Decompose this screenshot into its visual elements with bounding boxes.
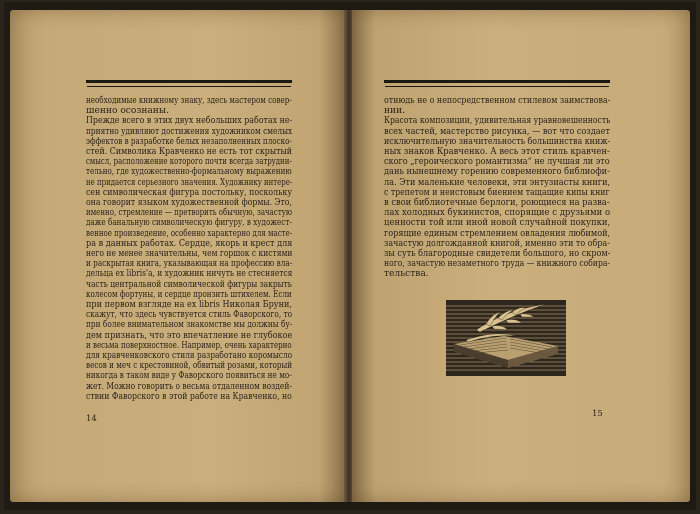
text-line: ла. Эти маленькие человеки, эти энтузиасты книги, <box>384 177 611 188</box>
text-line: в свои библиотечные берлоги, роющиеся на разва- <box>384 198 610 209</box>
text-line: Красота композиции, удивительная уравновешенность <box>384 116 611 127</box>
text-line: дем признать, что это впечатление не глубокое <box>86 330 293 341</box>
text-line: при первом взгляде на ex libris Николая Бруни, <box>86 300 292 311</box>
text-line: ствии Фаворского в этой работе на Кравченко, но <box>86 391 292 402</box>
text-line: ского „героического романтизма“ не лучшая ли это <box>384 157 610 168</box>
text-line: с трепетом и неистовым биением тащащие кипы книг <box>384 187 610 198</box>
text-line: при более внимательном знакомстве мы должны бу- <box>86 320 293 331</box>
text-line: исключительную значительность большинства книж- <box>384 136 611 147</box>
text-line: зы суть благородные свидетели большого, но скром- <box>384 249 611 260</box>
left-page-number: 14 <box>86 414 97 424</box>
text-line: часть центральной символической фигуры закрыть <box>86 279 292 290</box>
text-line: ра в данных работах. Сердце, якорь и крест для <box>86 238 293 249</box>
text-line: и раскрытая книга, указывающая на профессию вла- <box>86 259 293 270</box>
text-line: приятно удивляют достижения художником смелых <box>86 126 293 137</box>
text-line: шенно осознаны. <box>86 106 169 117</box>
text-line: дань нынешнему горению современного библиофи- <box>384 167 610 178</box>
text-line: нии. <box>384 106 406 117</box>
text-line: и весьма поверхностное. Например, очень характерно <box>86 340 292 351</box>
text-line: лах холодных букинистов, спорящие с друзьями о <box>384 208 611 219</box>
text-line: тельства. <box>384 269 429 280</box>
text-line: него не менее значительны, чем горшок с кистями <box>86 249 293 260</box>
text-line: колесом фортуны, и сердце пронзить штихелем. Если <box>86 289 292 300</box>
text-line: жет. Можно говорить о весьма отдаленном воздей- <box>86 381 292 392</box>
text-line: тельно, где художественно-формальному выражению <box>86 167 292 178</box>
text-line: для кравченковского стиля разработано коромысло <box>86 351 293 362</box>
left-header-rule <box>86 80 292 83</box>
text-line: сен символическая фигура постольку, поскольку <box>86 187 292 198</box>
text-line: ного, зачастую незаметного труда — книжного собира- <box>384 259 610 270</box>
text-line: стей. Символика Кравченко не есть тот скрытый <box>86 147 293 158</box>
text-line: скажут, что здесь чувствуется стиль Фаворского, то <box>86 310 293 321</box>
right-page-number: 15 <box>592 409 603 419</box>
right-page-text <box>384 96 610 280</box>
text-line: именно, стремление — претворить обычную, зачастую <box>86 208 292 219</box>
text-line: смысл, расположение которого почти всегда затрудни- <box>86 157 292 168</box>
text-line: никогда в таком виде у Фаворского появиться не мо- <box>86 371 292 382</box>
book-engraving-illustration <box>446 300 566 376</box>
text-line: всех частей, мастерство рисунка, — вот что создает <box>384 126 610 137</box>
text-line: дельца ex libris'a, и художник ничуть не стесняется <box>86 269 293 280</box>
text-line: горящие единым стремлением овладения любимой, <box>384 228 611 239</box>
text-line: эффектов в разработке белых незаполненных плоско- <box>86 136 292 147</box>
text-line: она говорит языком художественной формы. Это, <box>86 198 292 209</box>
right-header-rule <box>384 80 610 83</box>
text-line: ценности той или иной новой случайной покупки, <box>384 218 611 229</box>
text-line: зачастую долгожданной книгой, именно эти то обра- <box>384 238 610 249</box>
text-line: венное произведение, особенно характерно для масте- <box>86 228 293 239</box>
text-line: даже банальную символическую фигуру, в художест- <box>86 218 292 229</box>
text-line: отнюдь не о непосредственном стилевом заимствова- <box>384 96 611 106</box>
text-line: не придается серьезного значения. Художнику интере- <box>86 177 293 188</box>
text-line: ных знаков Кравченко. А весь этот стиль кравчен- <box>384 147 610 158</box>
left-page-text <box>86 96 292 402</box>
text-line: необходимые книжному знаку, здесь мастером совер- <box>86 96 292 106</box>
text-line: весов и меч с крестовиной, обвитый розами, который <box>86 361 293 372</box>
text-line: Прежде всего в этих двух небольших работах не- <box>86 116 293 127</box>
